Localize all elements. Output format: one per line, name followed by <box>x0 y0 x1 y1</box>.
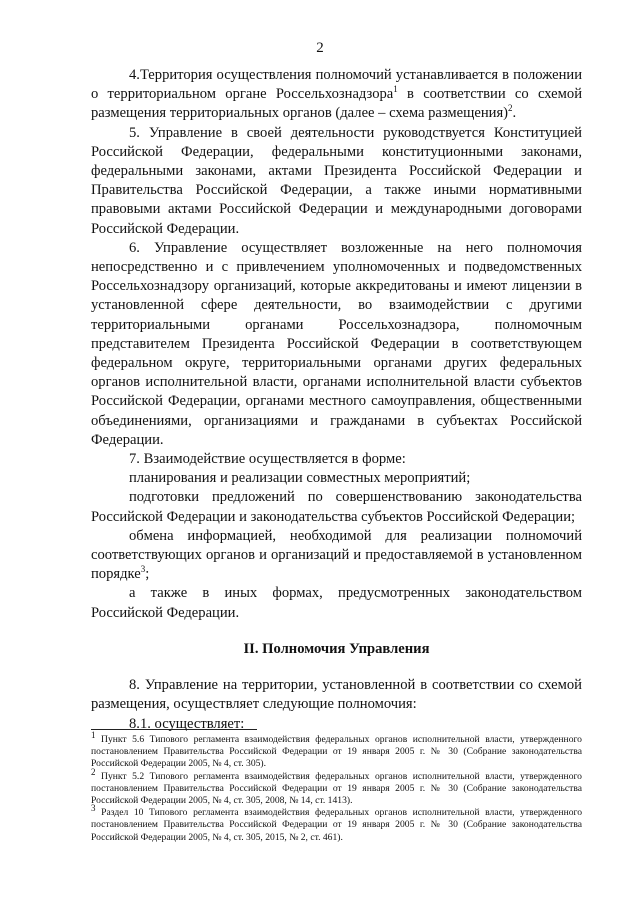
paragraph-7: 7. Взаимодействие осуществляется в форме: <box>129 451 406 468</box>
paragraph-7-item-exchange-end: ; <box>145 566 150 583</box>
paragraph-4 <box>91 66 582 124</box>
paragraph-8-1: 8.1. осуществляет: <box>129 715 245 732</box>
footnote-1 <box>91 729 582 771</box>
document-body <box>91 66 582 734</box>
paragraph-7-item-exchange <box>91 527 582 585</box>
footnote-2 <box>91 766 582 808</box>
paragraph-7-item-exchange-text: обмена информацией, необходимой для реализации полномочий соответствующих органов и организаций и предоставляемой в установленном порядке <box>91 527 582 583</box>
paragraph-8: 8. Управление на территории, установленной в соответствии со схемой размещения, осуществляет следующие полномочия: <box>91 677 582 713</box>
paragraph-5: 5. Управление в своей деятельности руководствуется Конституцией Российской Федерации, федеральными конституционными законами, федеральными законами, актами Президента Российской Федерации и Правительства Российской Федерации, а также иными нормативными правовыми актами Российской Федерации и международными договорами Российской Федерации. <box>91 124 582 237</box>
paragraph-4-text: 4.Территория осуществления полномочий устанавливается в положении о территориальном органе Россельхознадзора <box>91 67 582 103</box>
footnote-3-text: Раздел 10 Типового регламента взаимодействия федеральных органов исполнительной власти, утвержденного постановлением Правительства Российской Федерации от 19 января 2005 г. № 30 (Собрание законодательства Российской Федерации 2005, № 4, ст. 305, 2015, № 2, ст. 461). <box>91 807 582 843</box>
page-number: 2 <box>316 40 324 56</box>
footnote-2-text: Пункт 5.2 Типового регламента взаимодействия федеральных органов исполнительной власти, утвержденного постановлением Правительства Российской Федерации от 19 января 2005 г. № 30 (Собрание законодательства Российской Федерации 2005, № 4, ст. 305, 2008, № 14, ст. 1413). <box>91 770 582 807</box>
paragraph-4-end: . <box>512 105 517 122</box>
footnote-mark-1: 1 <box>91 729 96 740</box>
paragraph-6: 6. Управление осуществляет возложенные на него полномочия непосредственно и с привлечением уполномоченных и подведомственных Россельхознадзору организаций, которые аккредитованы и имеют лицензии в установленной сфере деятельности, во взаимодействии с другими территориальными органами Россельхознадзора, полномочным представителем Президента Российской Федерации в соответствующем федеральном округе, территориальными органами других федеральных органов исполнительной власти, органами исполнительной власти субъектов Российской Федерации, органами местного самоуправления, общественными объединениями, организациями и гражданами в субъектах Российской Федерации. <box>91 239 582 448</box>
footnote-mark-2: 2 <box>91 766 96 777</box>
paragraph-4-cont: в соответствии со схемой размещения территориальных органов (далее – схема размещения) <box>91 86 582 122</box>
footnote-ref-1[interactable]: 1 <box>393 84 398 95</box>
footnote-mark-3: 3 <box>91 803 96 814</box>
footnote-ref-3[interactable]: 3 <box>140 564 146 575</box>
paragraph-7-item-planning: планирования и реализации совместных мероприятий; <box>129 470 471 487</box>
section-heading: II. Полномочия Управления <box>243 640 430 657</box>
footnote-3 <box>91 803 582 844</box>
footnote-separator <box>91 729 257 730</box>
paragraph-7-item-other: а также в иных формах, предусмотренных законодательством Российской Федерации. <box>91 585 582 621</box>
footnote-ref-2[interactable]: 2 <box>508 103 513 114</box>
paragraph-7-item-proposals: подготовки предложений по совершенствованию законодательства Российской Федерации и законодательства субъектов Российской Федерации; <box>91 489 582 525</box>
footnotes <box>91 729 582 844</box>
footnote-1-text: Пункт 5.6 Типового регламента взаимодействия федеральных органов исполнительной власти, утвержденного постановлением Правительства Российской Федерации от 19 января 2005 г. № 30 (Собрание законодательства Российской Федерации 2005, № 4, ст. 305). <box>91 734 582 770</box>
